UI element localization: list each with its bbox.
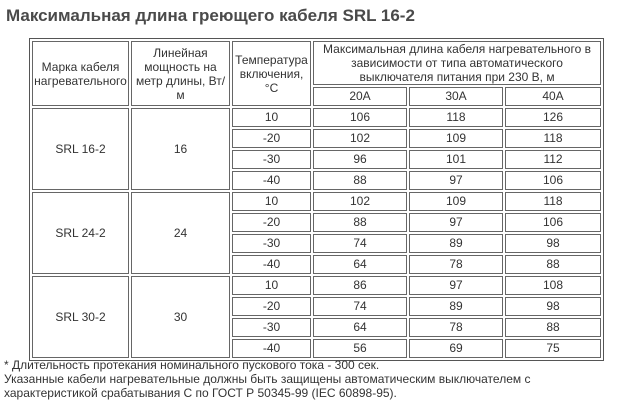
temp-cell: -30	[232, 150, 311, 169]
value-cell: 108	[505, 276, 601, 295]
value-cell: 106	[313, 108, 407, 127]
value-cell: 88	[505, 318, 601, 337]
page-title: Максимальная длина греющего кабеля SRL 16-2	[6, 6, 415, 25]
value-cell: 118	[505, 192, 601, 211]
value-cell: 86	[313, 276, 407, 295]
header-power: Линейная мощность на метр длины, Вт/м	[131, 41, 230, 106]
value-cell: 56	[313, 339, 407, 358]
header-brand: Марка кабеля нагревательного	[32, 41, 129, 106]
power-cell: 16	[131, 108, 230, 190]
value-cell: 89	[409, 297, 503, 316]
brand-cell: SRL 24-2	[32, 192, 129, 274]
footnote-line-2: Указанные кабели нагревательные должны быть защищены автоматическим выключателем с характеристикой срабатывания С по ГОСТ Р 50345-99 (IEC 60898-95).	[4, 372, 531, 400]
value-cell: 97	[409, 171, 503, 190]
value-cell: 97	[409, 213, 503, 232]
value-cell: 64	[313, 255, 407, 274]
header-temperature: Температура включения, °С	[232, 41, 311, 106]
footnote	[4, 358, 612, 400]
temp-cell: -40	[232, 255, 311, 274]
value-cell: 96	[313, 150, 407, 169]
temp-cell: -40	[232, 171, 311, 190]
value-cell: 126	[505, 108, 601, 127]
value-cell: 98	[505, 234, 601, 253]
value-cell: 112	[505, 150, 601, 169]
value-cell: 109	[409, 192, 503, 211]
value-cell: 74	[313, 297, 407, 316]
brand-cell: SRL 16-2	[32, 108, 129, 190]
temp-cell: -30	[232, 234, 311, 253]
footnote-line-1: * Длительность протекания номинального пускового тока - 300 сек.	[4, 358, 380, 372]
value-cell: 106	[505, 171, 601, 190]
temp-cell: 10	[232, 276, 311, 295]
value-cell: 102	[313, 192, 407, 211]
temp-cell: -20	[232, 129, 311, 148]
value-cell: 75	[505, 339, 601, 358]
value-cell: 98	[505, 297, 601, 316]
header-row	[32, 41, 601, 85]
value-cell: 78	[409, 318, 503, 337]
value-cell: 78	[409, 255, 503, 274]
cable-length-table	[29, 38, 604, 361]
value-cell: 109	[409, 129, 503, 148]
header-max-length: Максимальная длина кабеля нагревательного в зависимости от типа автоматического выключателя питания при 230 В, м	[313, 41, 601, 85]
value-cell: 74	[313, 234, 407, 253]
header-breaker-20a: 20А	[313, 87, 407, 106]
temp-cell: -30	[232, 318, 311, 337]
temp-cell: -40	[232, 339, 311, 358]
value-cell: 106	[505, 213, 601, 232]
table-row	[32, 192, 601, 211]
temp-cell: -20	[232, 213, 311, 232]
value-cell: 88	[505, 255, 601, 274]
temp-cell: -20	[232, 297, 311, 316]
value-cell: 101	[409, 150, 503, 169]
table-row	[32, 276, 601, 295]
value-cell: 88	[313, 171, 407, 190]
value-cell: 89	[409, 234, 503, 253]
temp-cell: 10	[232, 108, 311, 127]
value-cell: 69	[409, 339, 503, 358]
value-cell: 64	[313, 318, 407, 337]
value-cell: 97	[409, 276, 503, 295]
header-breaker-40a: 40А	[505, 87, 601, 106]
power-cell: 24	[131, 192, 230, 274]
value-cell: 118	[409, 108, 503, 127]
table-row	[32, 108, 601, 127]
value-cell: 88	[313, 213, 407, 232]
header-breaker-30a: 30А	[409, 87, 503, 106]
temp-cell: 10	[232, 192, 311, 211]
value-cell: 102	[313, 129, 407, 148]
brand-cell: SRL 30-2	[32, 276, 129, 358]
value-cell: 118	[505, 129, 601, 148]
power-cell: 30	[131, 276, 230, 358]
